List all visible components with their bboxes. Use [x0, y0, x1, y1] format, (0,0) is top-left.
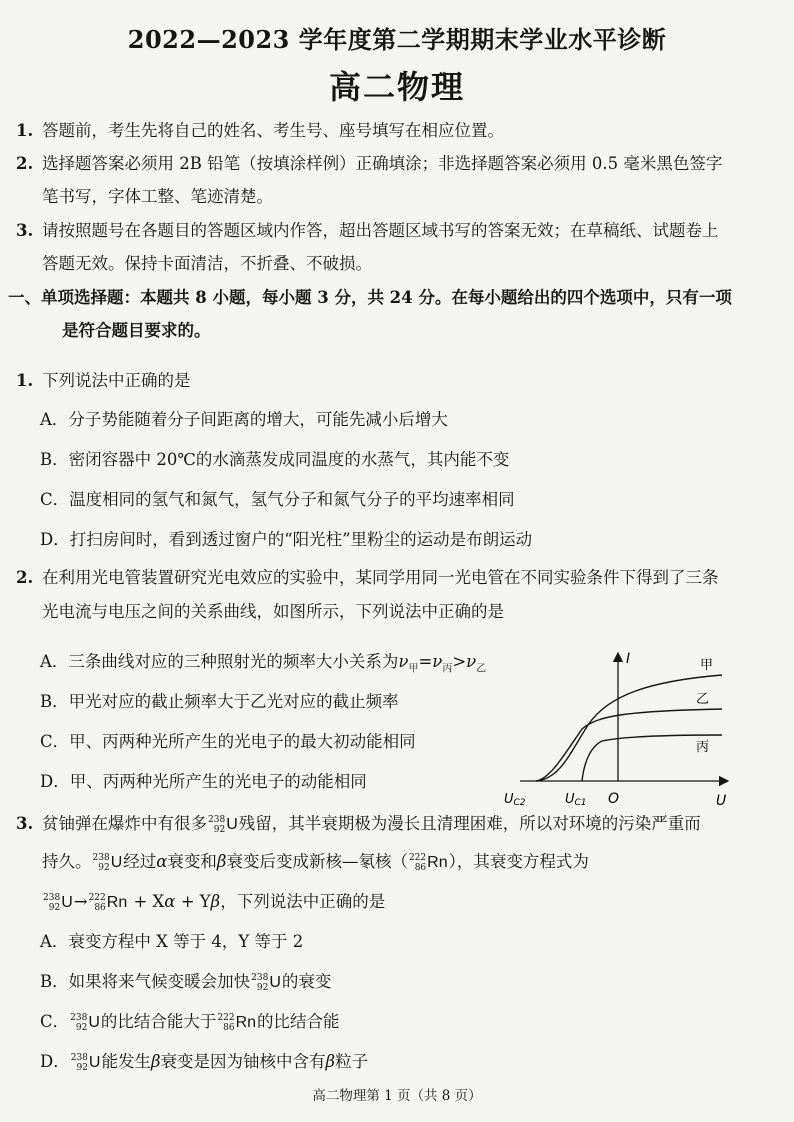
section-heading: 一、单项选择题：本题共 8 小题，每小题 3 分，共 24 分。在每小题给出的四个选项中，只有一项 — [8, 288, 732, 307]
q3-option-a: A．衰变方程中 X 等于 4，Y 等于 2 — [40, 932, 304, 951]
rn222-nuclide: 222 86 Rn — [408, 852, 448, 873]
curve-jia-label: 甲 — [700, 658, 714, 673]
curve-jia — [536, 675, 722, 781]
q2-option-b: B．甲光对应的截止频率大于乙光对应的截止频率 — [40, 692, 399, 711]
q3-stem-cont: 持久。 238 92 U 经过α衰变和β衰变后变成新核—氡核（ 222 86 Rn ），其衰变方程式为 — [42, 852, 589, 873]
photoelectric-iu-graph — [490, 645, 740, 815]
q2-stem-cont: 光电流与电压之间的关系曲线，如图所示，下列说法中正确的是 — [42, 602, 504, 621]
instruction-3: 3. 请按照题号在各题目的答题区域内作答，超出答题区域书写的答案无效；在草稿纸、试题卷上 — [16, 221, 719, 240]
q2-stem: 2. 在利用光电管装置研究光电效应的实验中，某同学用同一光电管在不同实验条件下得到了三条 — [16, 568, 719, 587]
q2-option-d: D．甲、丙两种光所产生的光电子的动能相同 — [40, 772, 367, 791]
q1-stem: 1. 下列说法中正确的是 — [16, 371, 191, 390]
subject-title: 高二物理 — [328, 68, 465, 106]
q2-option-c: C．甲、丙两种光所产生的光电子的最大初动能相同 — [40, 732, 416, 751]
q3-decay-equation: 238 92 U → 222 86 Rn + Xα + Yβ，下列说法中正确的是 — [43, 892, 386, 913]
section-heading-cont: 是符合题目要求的。 — [62, 321, 211, 340]
q2-option-a: A．三条曲线对应的三种照射光的频率大小关系为$\nu_甲=\nu_丙>\nu_乙$ — [40, 652, 487, 675]
instruction-1: 1. 答题前，考生先将自己的姓名、考生号、座号填写在相应位置。 — [16, 121, 504, 140]
uc2-label: UC2 — [504, 792, 526, 808]
q1-option-d: D．打扫房间时，看到透过窗户的“阳光柱”里粉尘的运动是布朗运动 — [40, 530, 533, 549]
u238-nuclide: 238 92 U — [208, 814, 238, 835]
page-footer: 高二物理第 1 页（共 8 页） — [312, 1088, 482, 1104]
q3-stem: 3. 贫铀弹在爆炸中有很多 238 92 U 残留，其半衰期极为漫长且清理困难，所以对环境的污染严重而 — [16, 814, 701, 835]
instruction-2-cont: 笔书写，字体工整、笔迹清楚。 — [42, 187, 273, 206]
x-axis-label: U — [716, 793, 727, 809]
uc1-label: UC1 — [565, 792, 587, 808]
origin-label: O — [608, 791, 620, 807]
q3-option-c: C． 238 92 U 的比结合能大于 222 86 Rn 的比结合能 — [40, 1012, 340, 1033]
q1-option-a: A．分子势能随着分子间距离的增大，可能先减小后增大 — [40, 410, 448, 429]
curve-bing-label: 丙 — [696, 740, 710, 755]
q3-option-b: B．如果将来气候变暖会加快 238 92 U 的衰变 — [40, 972, 332, 993]
q1-option-b: B．密闭容器中 20℃的水滴蒸发成同温度的水蒸气，其内能不变 — [40, 450, 510, 469]
y-axis-label: I — [626, 651, 631, 667]
exam-title: 2022—2023 学年度第二学期期末学业水平诊断 — [127, 25, 667, 54]
curve-yi — [536, 709, 722, 781]
q3-option-d: D． 238 92 U 能发生β衰变是因为铀核中含有β粒子 — [40, 1052, 369, 1073]
instruction-2: 2. 选择题答案必须用 2B 铅笔（按填涂样例）正确填涂；非选择题答案必须用 0.5 毫米黑色签字 — [16, 154, 723, 173]
curve-yi-label: 乙 — [696, 692, 710, 707]
instruction-3-cont: 答题无效。保持卡面清洁，不折叠、不破损。 — [42, 254, 372, 273]
q1-option-c: C．温度相同的氢气和氮气，氢气分子和氮气分子的平均速率相同 — [40, 490, 515, 509]
